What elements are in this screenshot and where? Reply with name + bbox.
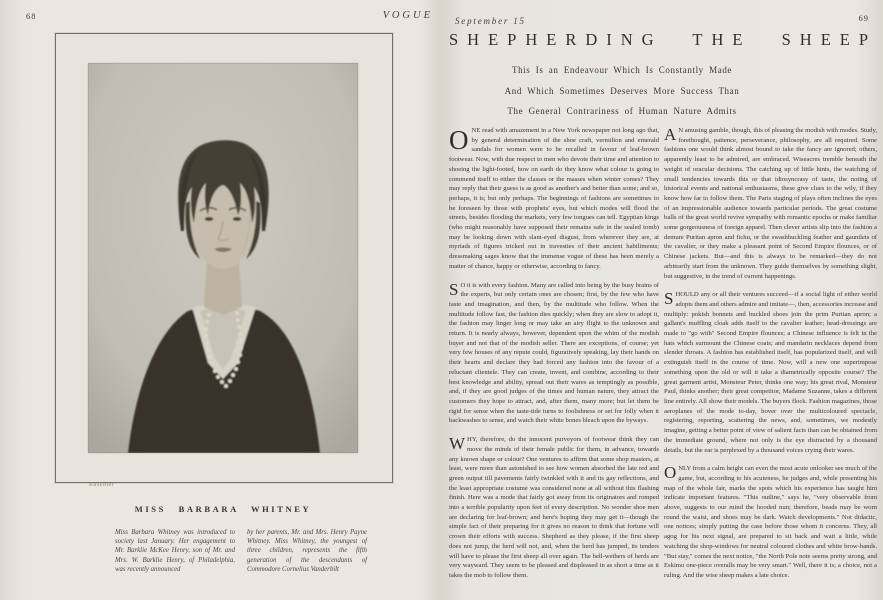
page-left [0, 0, 441, 600]
caption-column-1: Miss Barbara Whitney was introduced to society last January. Her engagement to Mr. Barklie McKee Henry, son of Mr. and Mrs. W. Barklie Henry, of Philadelphia, was recently announced [115, 529, 235, 573]
issue-date: September 15 [455, 16, 526, 26]
article-title: SHEPHERDING THE SHEEP [449, 30, 878, 49]
article-paragraph: S O it is with every fashion. Many are called into being by the busy brains of the experts, but only certain ones are chosen; first, by the few who have taste and imagination, and then, by the multitude who follow. When the multitude follow fast, the fashion dies quickly; when they are slow to adopt it, the fashion may linger long or may take an airy flight to the unknown and return. It is nearly always, however, dependent upon the whim of the modish buyer and not that of the modish seller. There are exceptions, of course; yet very few houses of any repute could, figuratively speaking, lay their hands on their hearts and declare they had forced any fashion into the favour of a reluctant clientele. They can create, invent, and combine, according to their best knowledge and ability, spread out their wares as temptingly as possible, and, if they are good judges of the times and human nature, they attract the customers they hope to attract, and, after them, many more; but let them be rigid for sense when the taste-tide turns to foolishness or set for folly when it backwashes to sense, and watch their white bones bleach upon the byways. [449, 279, 659, 425]
drop-cap: O [449, 126, 469, 155]
woman-portrait-illustration [88, 63, 358, 453]
drop-cap: W [449, 434, 466, 454]
article-paragraph: ONE read with amazement in a New York newspaper not long ago that, by general determination of the shoe craft, vermilion and emerald sandals for women were to be recalled in favour of leaf-brown footwear. Now, with due respect to men who devote their time and attention to shoeing the light-footed, how on earth do they know what colour is going to commend itself to either the classes or the masses when winter comes? They may reply that their guess is as good as another's and better than some; and so, perhaps, it is; but only perhaps. The beginnings of fashions are sometimes to be foreseen by those with prophets' eyes, but which modes will flood the streets, besides flooding the markets, very few tongues can tell. Egyptian kings (who might reasonably have supposed their remains safe in the sealed tomb) may be looking down with slant-eyed disgust, from wherever they are, at myriads of figures tricked out in travesties of their ancient habiliments; dressmaking sages know that the immense vogue of these has been merely a matter of chance, happy or otherwise, according to fancy. [449, 126, 659, 270]
article-subtitle-line: And Which Sometimes Deserves More Success Than [504, 85, 740, 96]
drop-cap: A [664, 126, 677, 144]
page-number-right: 69 [858, 13, 869, 23]
portrait-photo [88, 63, 358, 453]
article-body [449, 126, 877, 592]
article-paragraph: A N amusing gamble, though, this of pleasing the modish with modes. Study, forethought, patience, perseverance, philosophy, are all required. Some fashions one would think almost bound to take the fancy are ignored; others, apparently least to be admired, are embraced. Wiseacres tremble beneath the weight of oracular decisions. The catching up of little hints, the watching of small tendencies towards this or that idiosyncrasy of taste, the noting of historical events and national enthusiasms, these give clues to the wily, if they know how far to follow them. The Paris staging of plays often inclines the eyes of an impressionable audience towards particular periods. The great costume balls of the great world revive sympathy with romantic epochs or make familiar some gorgeousness of foreign apparel. Then clever artists slip into the fashion a demure Puritan apron and fichu, or the swashbuckling feather and gauntlets of the cavalier, or they make a pleasant point of Second Empire flounces, or of Chinese jackets. But—and this is always to be remarked—they do not arbitrarily start from the unknown. They guide themselves by something slight, but suggestive, in the trend of current happenings. [664, 126, 877, 280]
caption-text [115, 528, 367, 574]
drop-cap: S [449, 279, 459, 299]
drop-cap: O [664, 463, 677, 483]
portrait-frame [55, 33, 393, 488]
magazine-title: VOGUE [382, 10, 433, 21]
article-subtitle-line: This Is an Endeavour Which Is Constantly Made [511, 65, 733, 75]
caption-column-2: by her parents, Mr. and Mrs. Henry Payne Whitney. Miss Whitney, the youngest of three children, represents the fifth generation of the descendants of Commodore Cornelius Vanderbilt [247, 529, 367, 573]
article-column-2 [664, 126, 877, 592]
photo-credit: Kasebier [89, 482, 115, 488]
article-paragraph: ONLY from a calm height can even the most acute onlooker see much of the game, but, according to his acuteness, he judges and, while presenting his map of the whole fair, marks the spots which his experience has taught him indicate important features. "This outline," says he, "very observable from above, suggests to our mind the hooded nun; therefore, beads may be worn round the waist, and shoes may be dark. Watch developments." Not didactic, one notices; simply putting the case before those whom it concerns. They, all agog for his next signal, are prepared to sit back and wait a little, while watching the shop-windows for neutral coloured clothes and white brow-bands. "But stay," comes the next notice, "the North Pole note seems pretty strong, and Eskimo one-piece overalls may be very smart." Well, there it is; a choice, not a ruling. And the wise sheep makes a late choice. [664, 463, 877, 579]
article-subtitle-line: The General Contrariness of Human Nature Admits [507, 106, 737, 116]
article-subtitle [461, 60, 783, 122]
page-number-left: 68 [26, 11, 37, 21]
article-paragraph: WHY, therefore, do the innocent purveyors of footwear think they can move the minds of their female public for them, in advance, towards any known shape or colour? One ventures to affirm that some shop masters, at least, were more than astonished to see how women absorbed the late red and green output till pavements fairly twinkled with it and its gay reflections, and the least appropriate costume was considered none at all without this flashing finish. Here was a mode that fairly got away from its originators and romped into a terrible popularity upon feet of every description. No wonder shoe men are declaring for leaf-brown; and here's hoping they may get it—though the simple fact of their preparing for it gives no reason to think that fortune will crown their efforts with success. Shepherd as they please, if the first sheep does not jump, the herd will not, and, when the herd has jumped, its tenders will have to please the first sheep all over again. The bell-wethers of herds are very wayward. They seem to be pleased and displeased in as short a time as it takes the mob to follow them. [449, 434, 659, 579]
drop-cap: S [664, 289, 674, 309]
caption-title: MISS BARBARA WHITNEY [134, 504, 312, 514]
page-right [441, 0, 883, 600]
article-column-1 [449, 126, 659, 592]
article-paragraph: SHOULD any or all their ventures succeed—if a social light of either world adopts them and others admire and imitate—, then, accessories increase and multiply: pokish bonnets and buckled shoes join the prim Puritan apron; a gallant's muffling cloak adds itself to the cavalier leather; head-dressings are made to "go with" Second Empire flounces; a Chinese influence is felt in the hats which surmount the Chinese coats; and mandarin necklaces depend from slender throats. A fashion has established itself, has popularized itself, and will extinguish itself in the course of time. Now, will a new one superimpose something upon the old or will it take a diametrically opposite course? The great garment artist, Monsieur Peter, thinks one way; his great rival, Monsieur Paul, thinks another; their great competitor, Madame Suzanne, takes a different line entirely. All show their models. The buyers flock. Fashion magazines, those aeroplanes of the mode to-day, hover over the multicoloured spectacle, registering, reporting, scattering the news, and, sometimes, we modestly imagine, getting a better point of view of salient facts than can be obtained from the immediate ground, where not only is the eye distracted by a thousand details, but the ear is perplexed by a thousand voices crying their wares. [664, 289, 877, 454]
